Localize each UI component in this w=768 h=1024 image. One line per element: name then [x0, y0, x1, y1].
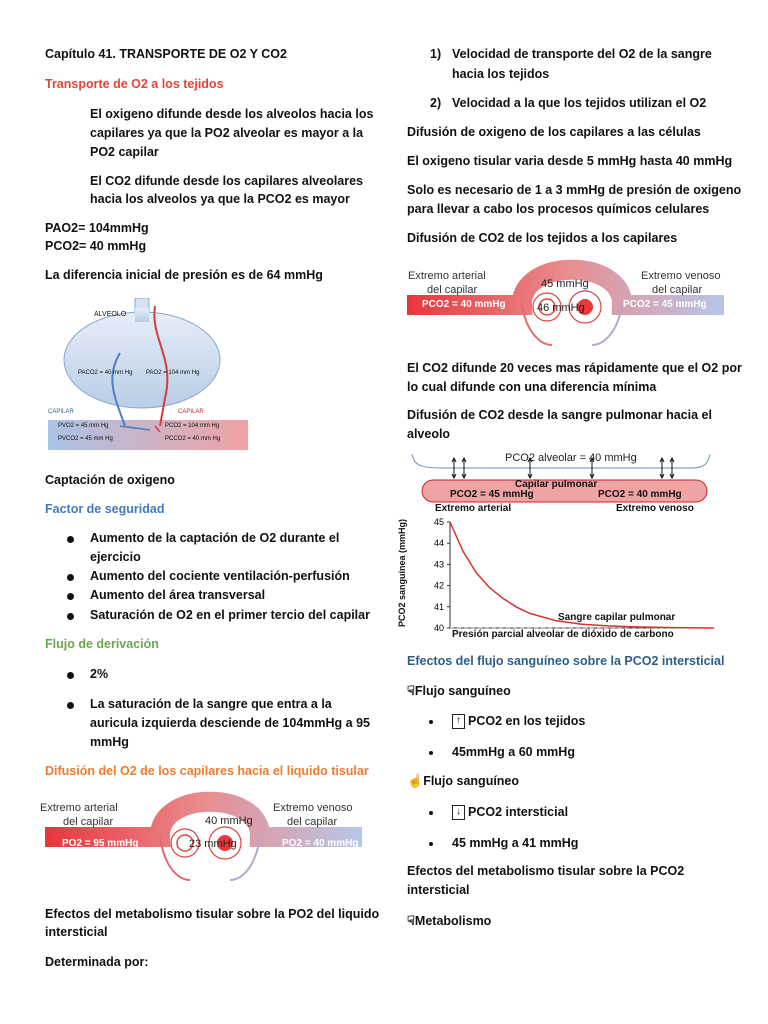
- efectos-metabolismo-line: intersticial: [407, 883, 470, 897]
- chart-y-axis-label: PCO2 sanguínea (mmHg): [397, 518, 407, 628]
- inner-mm-label: 23 mmHg: [189, 838, 237, 850]
- pao2-value: PAO2= 104mmHg: [45, 221, 149, 235]
- bullet-text: La saturación de la sangre que entra a la: [90, 697, 332, 711]
- chapter-title: Capítulo 41. TRANSPORTE DE O2 Y CO2: [45, 47, 287, 61]
- paragraph-line: El CO2 difunde desde los capilares alveolares: [90, 174, 364, 188]
- chart-y-tick-label: 44: [433, 538, 444, 549]
- flujo-subitem: [452, 803, 568, 821]
- list-number: 1): [430, 47, 442, 61]
- hand-pointer-down-icon: ☟: [407, 913, 415, 928]
- bullet-dot: [67, 613, 74, 620]
- paragraph-line: PO2 capilar: [90, 145, 159, 159]
- ven-label-l1: Extremo venoso: [273, 802, 353, 814]
- hand-pointer-down-icon: ☟: [407, 683, 415, 698]
- bullet-text: ejercicio: [90, 550, 141, 564]
- bullet-text: Aumento de la captación de O2 durante el: [90, 531, 340, 545]
- bullet-dot: [67, 702, 74, 709]
- bullet-text: 2%: [90, 667, 109, 681]
- efectos-po2-line: Efectos del metabolismo tisular sobre la PO2 del liquido: [45, 907, 380, 921]
- bullet-dot: [429, 811, 433, 815]
- po2-left-label: PO2 = 95 mmHg: [62, 838, 139, 849]
- chart-y-tick-label: 42: [433, 580, 444, 591]
- capilar-pulmonar-label: Capilar pulmonar: [515, 479, 598, 490]
- efectos-metabolismo-line: Efectos del metabolismo tisular sobre la PCO2: [407, 864, 685, 878]
- list-item-text: hacia los tejidos: [452, 67, 550, 81]
- bullet-dot: [67, 593, 74, 600]
- pulm-pco2-left: PCO2 = 45 mmHg: [450, 489, 534, 500]
- difusion-oxigeno-text: Difusión de oxigeno de los capilares a las células: [407, 125, 701, 139]
- pc-o2-label: PCO2 = 104 mm Hg: [165, 423, 220, 429]
- metabolismo-label: Metabolismo: [414, 914, 492, 928]
- extremo-venoso-label: Extremo venoso: [616, 503, 694, 514]
- captacion-text: Captación de oxigeno: [45, 473, 175, 487]
- pco2-value: PCO2= 40 mmHg: [45, 239, 147, 253]
- alveolo-diagram: [45, 298, 255, 458]
- pco2-right-label: PCO2 = 45 mmHg: [623, 299, 707, 310]
- list-number: 2): [430, 96, 442, 110]
- difusion-o2-heading: Difusión del O2 de los capilares hacia el liquido tisular: [45, 764, 369, 778]
- po2-right-label: PO2 = 40 mmHg: [282, 838, 359, 849]
- solo-necesario-line: para llevar a cabo los procesos químicos celulares: [407, 202, 710, 216]
- bullet-dot: [429, 751, 433, 755]
- co2-20-line: lo cual difunde con una diferencia mínima: [407, 380, 657, 394]
- factor-seguridad-heading: Factor de seguridad: [45, 502, 165, 516]
- chart-y-tick-label: 40: [433, 623, 444, 633]
- paragraph-line: hacia los alveolos ya que la PCO2 es mayor: [90, 192, 350, 206]
- pressure-difference: La diferencia inicial de presión es de 64 mmHg: [45, 268, 323, 282]
- paragraph-line: capilares ya que la PO2 alveolar es mayor a la: [90, 126, 364, 140]
- chart-x-axis-label: Presión parcial alveolar de dióxido de carbono: [452, 629, 674, 640]
- co2-inner-mm-label: 46 mmHg: [537, 302, 585, 314]
- co2-top-mm-label: 45 mmHg: [541, 278, 589, 290]
- o2-capillary-diagram: [40, 785, 370, 885]
- bullet-dot: [67, 672, 74, 679]
- pv-o2-label: PVO2 = 45 mm Hg: [58, 423, 109, 429]
- pa-co2-label: PACO2 = 40 mm Hg: [78, 370, 133, 376]
- arrow-up-icon: ↑: [452, 714, 465, 729]
- art-label-l1: Extremo arterial: [40, 802, 118, 814]
- difusion-pulmonar-line: Difusión de CO2 desde la sangre pulmonar hacia el: [407, 408, 712, 422]
- difusion-co2-heading: Difusión de CO2 de los tejidos a los capilares: [407, 231, 678, 245]
- bullet-text: mmHg: [90, 735, 129, 749]
- bullet-dot: [67, 574, 74, 581]
- efectos-po2-line: intersticial: [45, 925, 108, 939]
- bullet-text: Aumento del cociente ventilación-perfusión: [90, 569, 350, 583]
- section-heading-o2-tejidos: Transporte de O2 a los tejidos: [45, 77, 224, 91]
- alveolo-label: ALVEOLO: [94, 311, 127, 318]
- pv-co2-label: PVCO2 = 45 mm Hg: [58, 436, 113, 442]
- arrow-down-icon: ↓: [452, 805, 465, 820]
- flujo-subitem-label: PCO2 en los tejidos: [468, 714, 586, 728]
- extremo-arterial-label: Extremo arterial: [435, 503, 512, 514]
- chart-series-label: Sangre capilar pulmonar: [558, 612, 676, 623]
- list-item-text: Velocidad a la que los tejidos utilizan el O2: [452, 96, 707, 110]
- capilar-right-label: CAPILAR: [178, 409, 204, 415]
- pc-co2-label: PCCO2 = 40 mm Hg: [165, 436, 221, 442]
- top-mm-label: 40 mmHg: [205, 815, 253, 827]
- co2-20-line: El CO2 difunde 20 veces mas rápidamente que el O2 por: [407, 361, 742, 375]
- flujo-item: [407, 682, 511, 700]
- chart-y-tick-label: 43: [433, 559, 444, 570]
- bullet-dot: [429, 720, 433, 724]
- metabolismo-item: [407, 912, 491, 930]
- bullet-text: Saturación de O2 en el primer tercio del capilar: [90, 608, 370, 622]
- chart-y-tick-label: 45: [433, 517, 444, 527]
- paragraph-line: El oxigeno difunde desde los alveolos hacia los: [90, 107, 374, 121]
- co2-ven-label-l2: del capilar: [652, 284, 703, 296]
- bullet-dot: [67, 536, 74, 543]
- capilar-left-label: CAPILAR: [48, 409, 74, 415]
- bullet-dot: [429, 842, 433, 846]
- pulm-pco2-right: PCO2 = 40 mmHg: [598, 489, 682, 500]
- flujo-label: Flujo sanguíneo: [423, 774, 520, 788]
- flujo-subitem: [452, 712, 585, 730]
- co2-ven-label-l1: Extremo venoso: [641, 270, 721, 282]
- co2-art-label-l1: Extremo arterial: [408, 270, 486, 282]
- efectos-flujo-heading: Efectos del flujo sanguíneo sobre la PCO2 intersticial: [407, 654, 725, 668]
- determinada-text: Determinada por:: [45, 955, 149, 969]
- flujo-derivacion-heading: Flujo de derivación: [45, 637, 159, 651]
- alveolar-pco2-label: PCO2 alveolar = 40 mmHg: [505, 452, 637, 464]
- oxigeno-tisular-text: El oxigeno tisular varia desde 5 mmHg hasta 40 mmHg: [407, 154, 733, 168]
- flujo-subitem-label: 45mmHg a 60 mmHg: [452, 745, 575, 759]
- list-item-text: Velocidad de transporte del O2 de la sangre: [452, 47, 712, 61]
- ven-label-l2: del capilar: [287, 816, 338, 828]
- art-label-l2: del capilar: [63, 816, 114, 828]
- flujo-item: [407, 772, 519, 790]
- bullet-text: auricula izquierda desciende de 104mmHg a 95: [90, 716, 370, 730]
- flujo-subitem-label: 45 mmHg a 41 mmHg: [452, 836, 579, 850]
- chart-y-tick-label: 41: [433, 601, 444, 612]
- bullet-text: Aumento del área transversal: [90, 588, 266, 602]
- solo-necesario-line: Solo es necesario de 1 a 3 mmHg de presión de oxigeno: [407, 183, 742, 197]
- pa-o2-label: PAO2 = 104 mm Hg: [146, 370, 200, 376]
- pco2-left-label: PCO2 = 40 mmHg: [422, 299, 506, 310]
- flujo-subitem-label: PCO2 intersticial: [468, 805, 569, 819]
- difusion-pulmonar-line: alveolo: [407, 427, 451, 441]
- hand-pointer-up-icon: ☝: [407, 773, 424, 788]
- co2-art-label-l2: del capilar: [427, 284, 478, 296]
- flujo-label: Flujo sanguíneo: [414, 684, 511, 698]
